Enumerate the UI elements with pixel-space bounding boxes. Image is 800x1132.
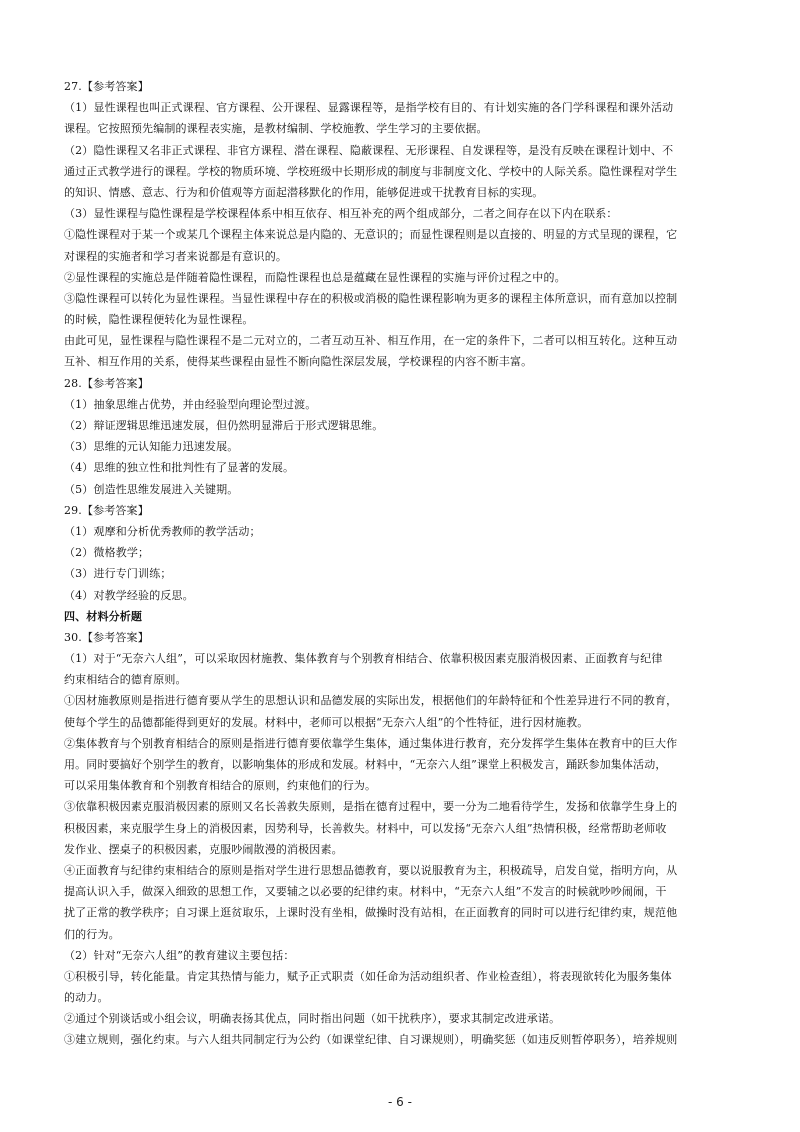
- text-line: ①隐性课程对于某一个或某几个课程主体来说总是内隐的、无意识的；而显性课程则是以直接的、明显的方式呈现的课程，它: [64, 228, 678, 242]
- text-line: ④正面教育与纪律约束相结合的原则是指对学生进行思想品德教育，要以说服教育为主，积极疏导，启发自觉，指明方向，从: [64, 863, 678, 877]
- text-line: 的动力。: [64, 991, 109, 1005]
- text-line: （2）微格教学；: [64, 546, 150, 560]
- text-line: 发作业、摆桌子的积极因素，克服吵闹散漫的消极因素。: [64, 842, 343, 856]
- text-line: （4）对教学经验的反思。: [64, 588, 194, 602]
- text-line: （2）隐性课程又名非正式课程、非官方课程、潜在课程、隐蔽课程、无形课程、自发课程等，是没有反映在课程计划中、不: [64, 143, 674, 157]
- text-line: （3）进行专门训练；: [64, 567, 172, 581]
- text-line: 由此可见，显性课程与隐性课程不是二元对立的，二者互动互补、相互作用，在一定的条件下，二者可以相互转化。这种互动: [64, 334, 678, 348]
- text-line: （2）针对“无奈六人组”的教育建议主要包括：: [64, 948, 295, 962]
- text-line: （2）辩证逻辑思维迅速发展，但仍然明显滞后于形式逻辑思维。: [64, 419, 384, 432]
- text-line: 使每个学生的品德都能得到更好的发展。材料中，老师可以根据“无奈六人组”的个性特征，进行因材施教。: [64, 715, 589, 729]
- text-line: （5）创造性思维发展进入关键期。: [64, 482, 239, 496]
- text-line: 对课程的实施者和学习者来说都是有意识的。: [64, 249, 287, 263]
- text-line: 课程。它按照预先编制的课程表实施，是教材编制、学校施教、学生学习的主要依据。: [64, 122, 488, 136]
- text-line: 们的行为。: [64, 927, 120, 941]
- text-line: （3）思维的元认知能力迅速发展。: [64, 440, 239, 454]
- text-line: （1）观摩和分析优秀教师的教学活动；: [64, 524, 261, 538]
- text-line: 28.【参考答案】: [64, 376, 149, 390]
- text-line: 可以采用集体教育和个别教育相结合的原则，约束他们的行为。: [64, 779, 377, 793]
- text-line: 通过正式教学进行的课程。学校的物质环境、学校班级中长期形成的制度与非制度文化、学校中的人际关系。隐性课程对学生: [64, 164, 678, 178]
- text-line: 27.【参考答案】: [64, 80, 149, 93]
- text-line: 扰了正常的教学秩序；自习课上逛贫取乐，上课时没有坐相，做操时没有站相，在正面教育的同时可以进行纪律约束，规范他: [64, 906, 678, 920]
- text-line: （3）显性课程与隐性课程是学校课程体系中相互依存、相互补充的两个组成部分，二者之间存在以下内在联系：: [64, 207, 618, 221]
- text-line: ③隐性课程可以转化为显性课程。当显性课程中存在的积极或消极的隐性课程影响为更多的课程主体所意识，而有意加以控制: [64, 291, 678, 305]
- text-line: ②通过个别谈话或小组会议，明确表扬其优点，同时指出问题（如干扰秩序），要求其制定改进承诺。: [64, 1012, 561, 1026]
- text-line: 用。同时要搞好个别学生的教育，以影响集体的形成和发展。材料中，“无奈六人组”课堂上积极发言，踊跃参加集体活动，: [64, 758, 667, 771]
- text-line: 提高认识入手，做深入细致的思想工作，又要辅之以必要的纪律约束。材料中，“无奈六人组”不发言的时候就吵吵闹闹，干: [64, 885, 667, 899]
- text-line: ②显性课程的实施总是伴随着隐性课程，而隐性课程也总是蕴藏在显性课程的实施与评价过程之中的。: [64, 270, 566, 284]
- section-heading: 四、材料分析题: [64, 609, 143, 623]
- text-line: （4）思维的独立性和批判性有了显著的发展。: [64, 461, 295, 475]
- text-line: ②集体教育与个别教育相结合的原则是指进行德育要依靠学生集体，通过集体进行教育，充分发挥学生集体在教育中的巨大作: [64, 736, 678, 750]
- text-line: ③建立规则，强化约束。与六人组共同制定行为公约（如课堂纪律、自习课规则），明确奖惩（如违反则暂停职务），培养规则: [64, 1033, 678, 1047]
- text-line: （1）对于“无奈六人组”，可以采取因材施教、集体教育与个别教育相结合、依靠积极因素克服消极因素、正面教育与纪律: [64, 652, 663, 666]
- text-line: （1）显性课程也叫正式课程、官方课程、公开课程、显露课程等，是指学校有目的、有计划实施的各门学科课程和课外活动: [64, 101, 674, 115]
- page-number: - 6 -: [388, 1095, 412, 1109]
- text-line: 积极因素，来克服学生身上的消极因素，因势利导，长善救失。材料中，可以发扬“无奈六人组”热情积极，经常帮助老师收: [64, 821, 667, 835]
- text-line: 30.【参考答案】: [64, 630, 149, 644]
- text-line: ①积极引导，转化能量。肯定其热情与能力，赋予正式职责（如任命为活动组织者、作业检查组），将表现欲转化为服务集体: [64, 969, 672, 983]
- text-line: 的时候，隐性课程便转化为显性课程。: [64, 313, 254, 327]
- text-line: （1）抽象思维占优势，并由经验型向理论型过渡。: [64, 397, 317, 411]
- text-line: ③依靠积极因素克服消极因素的原则又名长善救失原则，是指在德育过程中，要一分为二地看待学生，发扬和依靠学生身上的: [64, 800, 678, 814]
- text-line: ①因材施教原则是指进行德育要从学生的思想认识和品德发展的实际出发，根据他们的年龄特征和个性差异进行不同的教育，: [64, 694, 678, 708]
- text-line: 互补、相互作用的关系，使得某些课程由显性不断向隐性深层发展，学校课程的内容不断丰富。: [64, 355, 533, 369]
- text-line: 约束相结合的德育原则。: [64, 673, 187, 687]
- document-body: [64, 76, 742, 1051]
- text-line: 的知识、情感、意志、行为和价值观等方面起潜移默化的作用，能够促进或干扰教育目标的实现。: [64, 185, 544, 199]
- text-line: 29.【参考答案】: [64, 503, 149, 517]
